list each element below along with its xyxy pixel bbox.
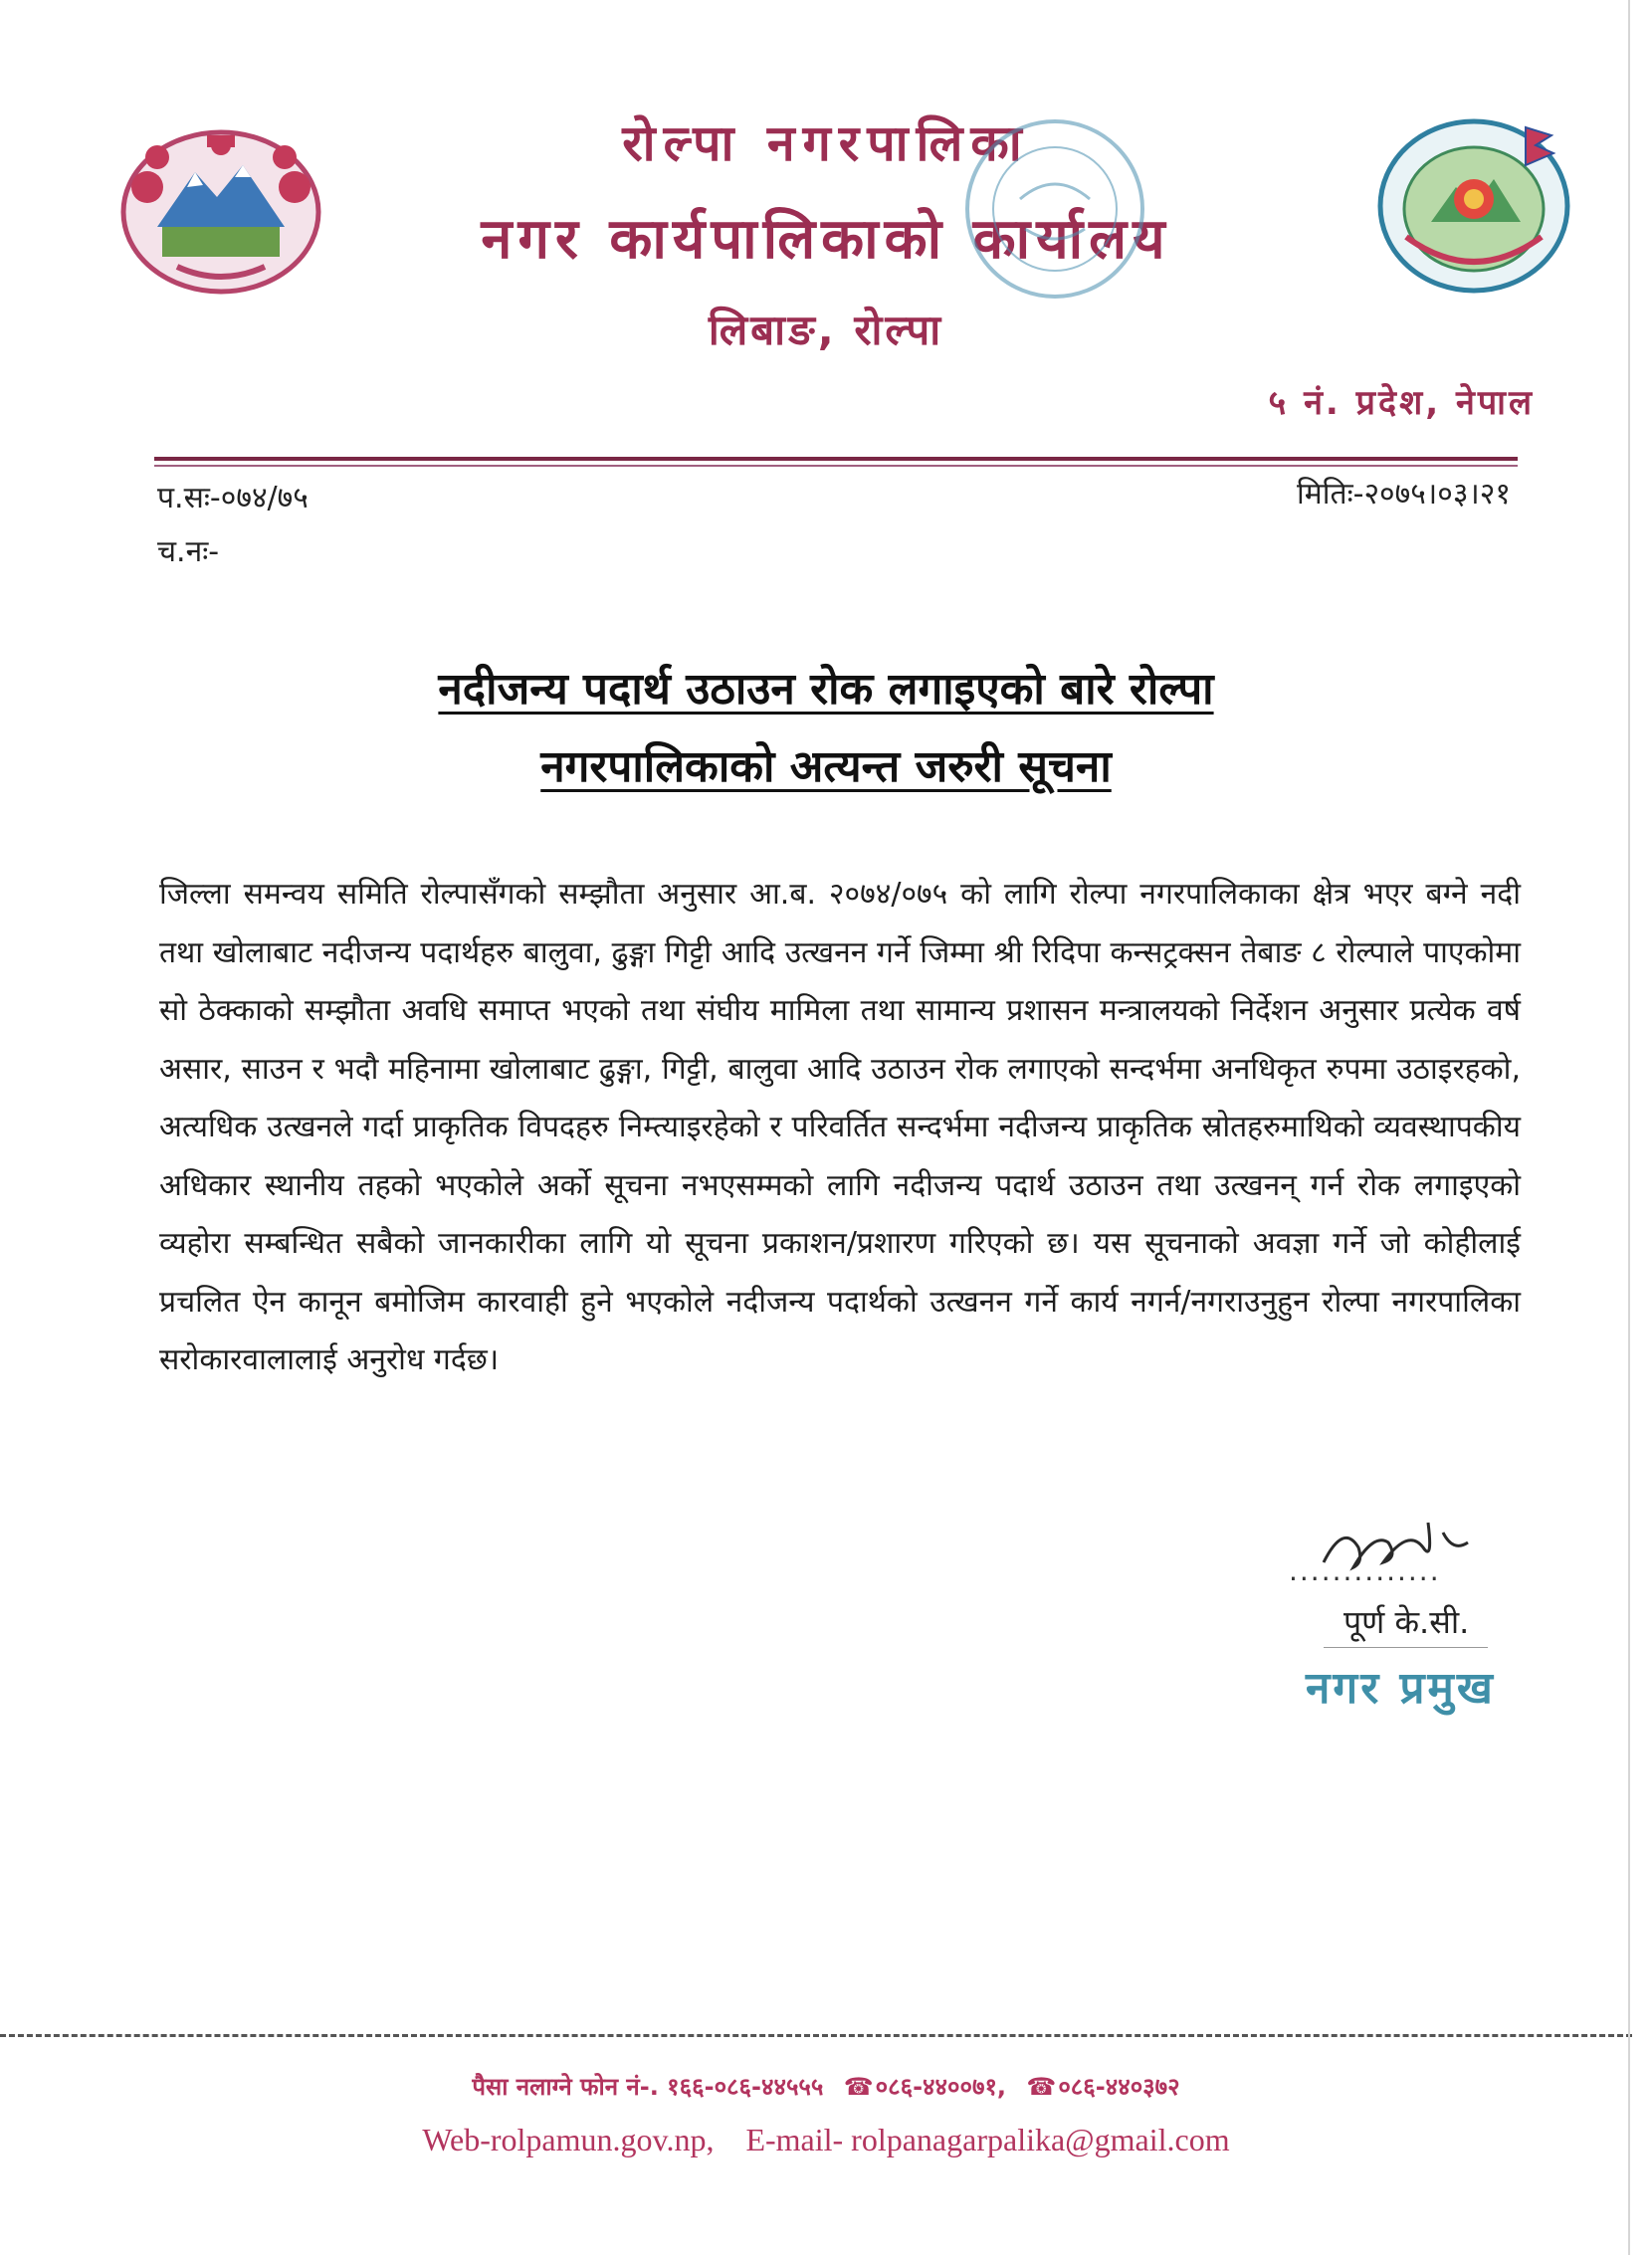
office-phone-1: ०८६-४४००७१, — [875, 2073, 1007, 2101]
notice-title-line-2 — [159, 734, 1493, 794]
signatory-designation: नगर प्रमुख — [1306, 1663, 1496, 1714]
footer-phone-numbers — [0, 2070, 1652, 2103]
notice-body: जिल्ला समन्वय समिति रोल्पासँगको सम्झौता अनुसार आ.ब. २०७४/०७५ को लागि रोल्पा नगरपालिकाका क्षेत्र भएर बग्ने नदी तथा खोलाबाट नदीजन्य पदार्थहरु बालुवा, ढुङ्गा गिट्टी आदि उत्खनन गर्ने जिम्मा श्री रिदिपा कन्सट्रक्सन तेबाङ ८ रोल्पाले पाएकोमा सो ठेक्काको सम्झौता अवधि समाप्त भएको तथा संघीय मामिला तथा सामान्य प्रशासन मन्त्रालयको निर्देशन अनुसार प्रत्येक वर्ष असार, साउन र भदौ महिनामा खोलाबाट ढुङ्गा, गिट्टी, बालुवा आदि उठाउन रोक लगाएको सन्दर्भमा अनधिकृत रुपमा उठाइरहको, अत्यधिक उत्खनले गर्दा प्राकृतिक विपदहरु निम्त्याइरहेको र परिवर्तित सन्दर्भमा नदीजन्य प्राकृतिक स्रोतहरुमाथिको व्यवस्थापकीय अधिकार स्थानीय तहको भएकोले अर्को सूचना नभएसम्मको लागि नदीजन्य पदार्थ उठाउन तथा उत्खनन् गर्न रोक लगाइएको व्यहोरा सम्बन्धित सबैको जानकारीका लागि यो सूचना प्रकाशन/प्रशारण गरिएको छ। यस सूचनाको अवज्ञा गर्ने जो कोहीलाई प्रचलित ऐन कानून बमोजिम कारवाही हुने भएकोले नदीजन्य पदार्थको उत्खनन गर्ने कार्य नगर्न/नगराउनुहुन रोल्पा नगरपालिका सरोकारवालालाई अनुरोध गर्दछ। — [159, 877, 1521, 1377]
province-address: ५ नं. प्रदेश, नेपाल — [1268, 383, 1535, 423]
toll-free-phone: पैसा नलाग्ने फोन नं-. १६६-०८६-४४५५५ — [472, 2073, 824, 2101]
office-location: लिबाङ, रोल्पा — [708, 306, 944, 354]
phone-icon: ☎ — [1026, 2073, 1057, 2101]
scan-edge — [1628, 0, 1630, 2255]
notice-title-line-1 — [159, 657, 1493, 717]
signatory-underline — [1324, 1647, 1488, 1648]
municipality-name: रोल्पा नगरपालिका — [622, 114, 1030, 172]
notice-date: मितिः-२०७५।०३।२१ — [1296, 477, 1511, 512]
official-stamp-icon — [950, 100, 1159, 318]
notice-title-text-1: नदीजन्य पदार्थ उठाउन रोक लगाइएको बारे रोल्पा — [438, 664, 1214, 715]
email-link[interactable]: E-mail- rolpanagarpalika@gmail.com — [745, 2122, 1230, 2157]
header-divider-thin — [154, 465, 1518, 467]
signature-line: .............. — [1289, 1554, 1441, 1587]
footer-divider — [0, 2034, 1632, 2037]
header-divider — [154, 457, 1518, 461]
notice-title-text-2: नगरपालिकाको अत्यन्त जरुरी सूचना — [540, 741, 1112, 792]
reference-number: प.सः-०७४/७५ — [157, 481, 309, 515]
municipality-logo-icon — [1376, 117, 1571, 295]
phone-icon: ☎ — [843, 2073, 874, 2101]
office-name: नगर कार्यपालिकाको कार्यालय — [481, 207, 1171, 272]
footer-web-email — [0, 2122, 1652, 2158]
dispatch-number: च.नः- — [157, 534, 220, 569]
office-phone-2: ०८६-४४०३७२ — [1058, 2073, 1180, 2101]
nepal-coat-of-arms-icon — [117, 127, 324, 297]
signatory-name: पूर्ण के.सी. — [1343, 1603, 1470, 1641]
website-link[interactable]: Web-rolpamun.gov.np, — [422, 2122, 715, 2157]
